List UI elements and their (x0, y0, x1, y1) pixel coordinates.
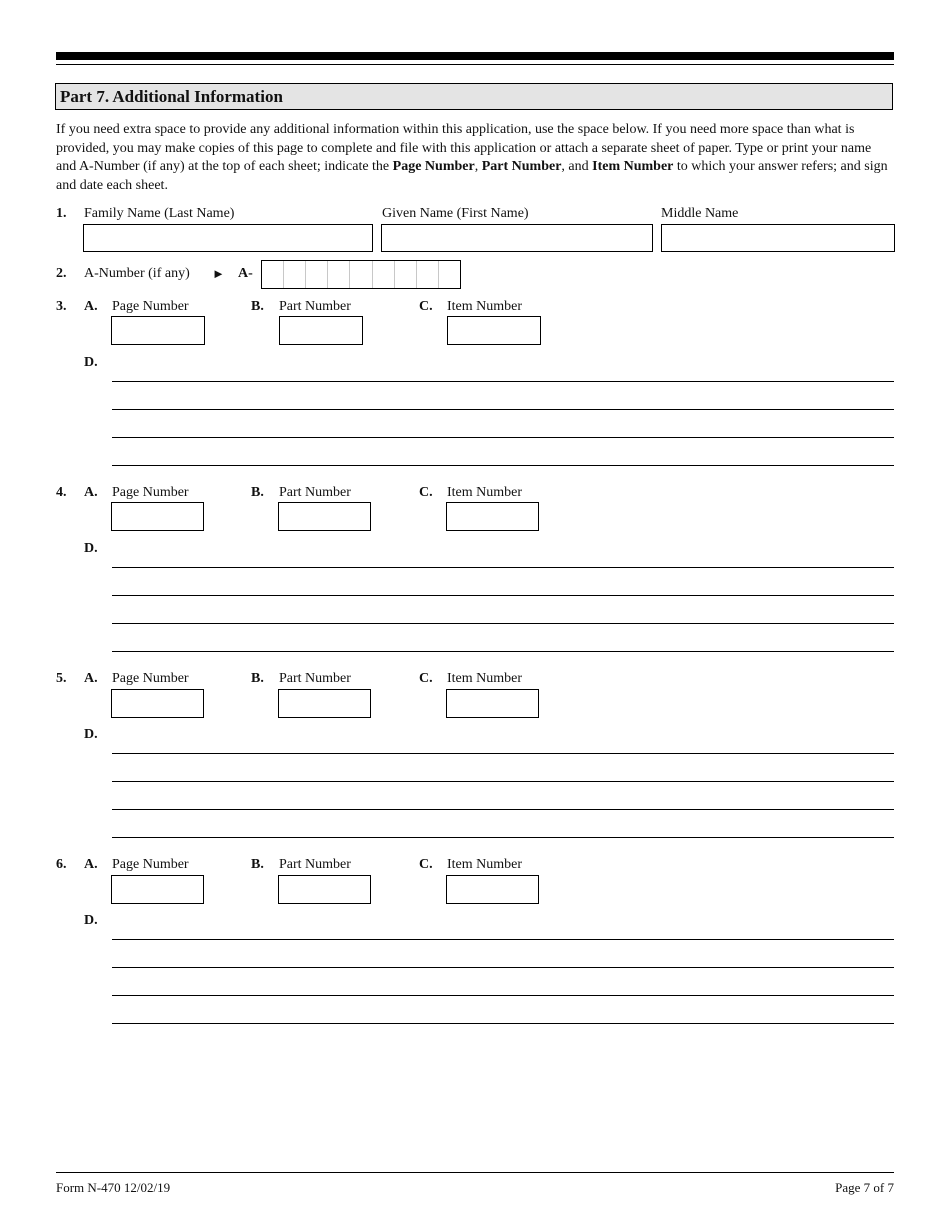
item-3-part-number-label: Part Number (279, 299, 351, 314)
item-5-number: 5. (56, 671, 67, 686)
item-5-sub-b: B. (251, 671, 264, 686)
item-5-page-number-field[interactable] (111, 689, 204, 718)
middle-name-label: Middle Name (661, 206, 739, 221)
item-3-answer-line[interactable] (112, 465, 894, 466)
a-number-digit-cell (395, 261, 417, 288)
item-4-page-number-label: Page Number (112, 485, 189, 500)
item-4-answer-line[interactable] (112, 651, 894, 652)
item-6-answer-line[interactable] (112, 1023, 894, 1024)
item-5-part-number-label: Part Number (279, 671, 351, 686)
item-6-sub-a: A. (84, 857, 98, 872)
item-6-answer-line[interactable] (112, 939, 894, 940)
item-2-number: 2. (56, 266, 67, 281)
item-4-sub-c: C. (419, 485, 433, 500)
item-3-part-number-field[interactable] (279, 316, 363, 345)
item-3-sub-d: D. (84, 355, 98, 370)
item-6-part-number-field[interactable] (278, 875, 371, 904)
item-5-part-number-field[interactable] (278, 689, 371, 718)
item-4-sub-d: D. (84, 541, 98, 556)
instructions-bold-item-number: Item Number (592, 159, 674, 174)
item-5-answer-line[interactable] (112, 837, 894, 838)
a-number-digit-cell (284, 261, 306, 288)
item-6-answer-line[interactable] (112, 995, 894, 996)
item-3-answer-line[interactable] (112, 381, 894, 382)
item-6-number: 6. (56, 857, 67, 872)
a-number-digit-cell (306, 261, 328, 288)
item-6-sub-b: B. (251, 857, 264, 872)
item-5-sub-d: D. (84, 727, 98, 742)
item-4-item-number-label: Item Number (447, 485, 523, 500)
item-6-page-number-label: Page Number (112, 857, 189, 872)
top-rule-thick (56, 52, 894, 60)
footer-rule (56, 1172, 894, 1173)
item-3-sub-c: C. (419, 299, 433, 314)
item-6-sub-d: D. (84, 913, 98, 928)
instructions-text: , (474, 159, 482, 174)
a-number-digit-cell (328, 261, 350, 288)
item-3-item-number-field[interactable] (447, 316, 541, 345)
form-id: Form N-470 12/02/19 (56, 1180, 171, 1195)
item-4-sub-a: A. (84, 485, 98, 500)
instructions-bold-part-number: Part Number (481, 159, 562, 174)
instructions (56, 121, 894, 195)
top-rule-thin (56, 64, 894, 65)
arrow-right-icon: ► (212, 266, 225, 281)
item-6-part-number-label: Part Number (279, 857, 351, 872)
item-5-page-number-label: Page Number (112, 671, 189, 686)
item-4-answer-line[interactable] (112, 623, 894, 624)
item-5-sub-a: A. (84, 671, 98, 686)
instructions-text: If you need extra space to provide any additional information within this application, use the space below. If you need more space than what is provided, you may make copies of this page to complete and file with this application or attach a separate sheet of paper. Type or print your name and A-Number (if any) at the top of each sheet; indicate the (56, 122, 872, 174)
a-number-digit-cell (417, 261, 439, 288)
instructions-bold-page-number: Page Number (392, 159, 475, 174)
instructions-text: to which your answer refers; and sign and date each sheet. (56, 159, 888, 193)
instructions-text: , and (561, 159, 593, 174)
family-name-field[interactable] (83, 224, 373, 252)
a-number-digit-cell (373, 261, 395, 288)
item-6-sub-c: C. (419, 857, 433, 872)
part-header: Part 7. Additional Information (55, 83, 893, 110)
item-4-page-number-field[interactable] (111, 502, 204, 531)
item-4-number: 4. (56, 485, 67, 500)
item-3-answer-line[interactable] (112, 437, 894, 438)
a-number-prefix: A- (238, 266, 253, 281)
item-4-sub-b: B. (251, 485, 264, 500)
item-3-number: 3. (56, 299, 67, 314)
item-3-page-number-label: Page Number (112, 299, 189, 314)
item-4-part-number-field[interactable] (278, 502, 371, 531)
item-6-item-number-field[interactable] (446, 875, 539, 904)
a-number-digit-cell (262, 261, 284, 288)
a-number-label: A-Number (if any) (84, 266, 190, 281)
family-name-label: Family Name (Last Name) (84, 206, 235, 221)
item-5-answer-line[interactable] (112, 809, 894, 810)
item-5-item-number-field[interactable] (446, 689, 539, 718)
given-name-label: Given Name (First Name) (382, 206, 529, 221)
page-number: Page 7 of 7 (835, 1180, 894, 1195)
middle-name-field[interactable] (661, 224, 895, 252)
item-6-page-number-field[interactable] (111, 875, 204, 904)
item-3-sub-b: B. (251, 299, 264, 314)
item-6-item-number-label: Item Number (447, 857, 523, 872)
item-3-page-number-field[interactable] (111, 316, 205, 345)
item-3-answer-line[interactable] (112, 409, 894, 410)
item-5-item-number-label: Item Number (447, 671, 523, 686)
item-5-sub-c: C. (419, 671, 433, 686)
item-5-answer-line[interactable] (112, 781, 894, 782)
item-1-number: 1. (56, 206, 67, 221)
item-5-answer-line[interactable] (112, 753, 894, 754)
item-4-part-number-label: Part Number (279, 485, 351, 500)
item-6-answer-line[interactable] (112, 967, 894, 968)
a-number-digit-cell (350, 261, 372, 288)
item-3-item-number-label: Item Number (447, 299, 523, 314)
item-3-sub-a: A. (84, 299, 98, 314)
a-number-field[interactable] (261, 260, 461, 289)
given-name-field[interactable] (381, 224, 653, 252)
item-4-answer-line[interactable] (112, 567, 894, 568)
a-number-digit-cell (439, 261, 460, 288)
item-4-item-number-field[interactable] (446, 502, 539, 531)
item-4-answer-line[interactable] (112, 595, 894, 596)
